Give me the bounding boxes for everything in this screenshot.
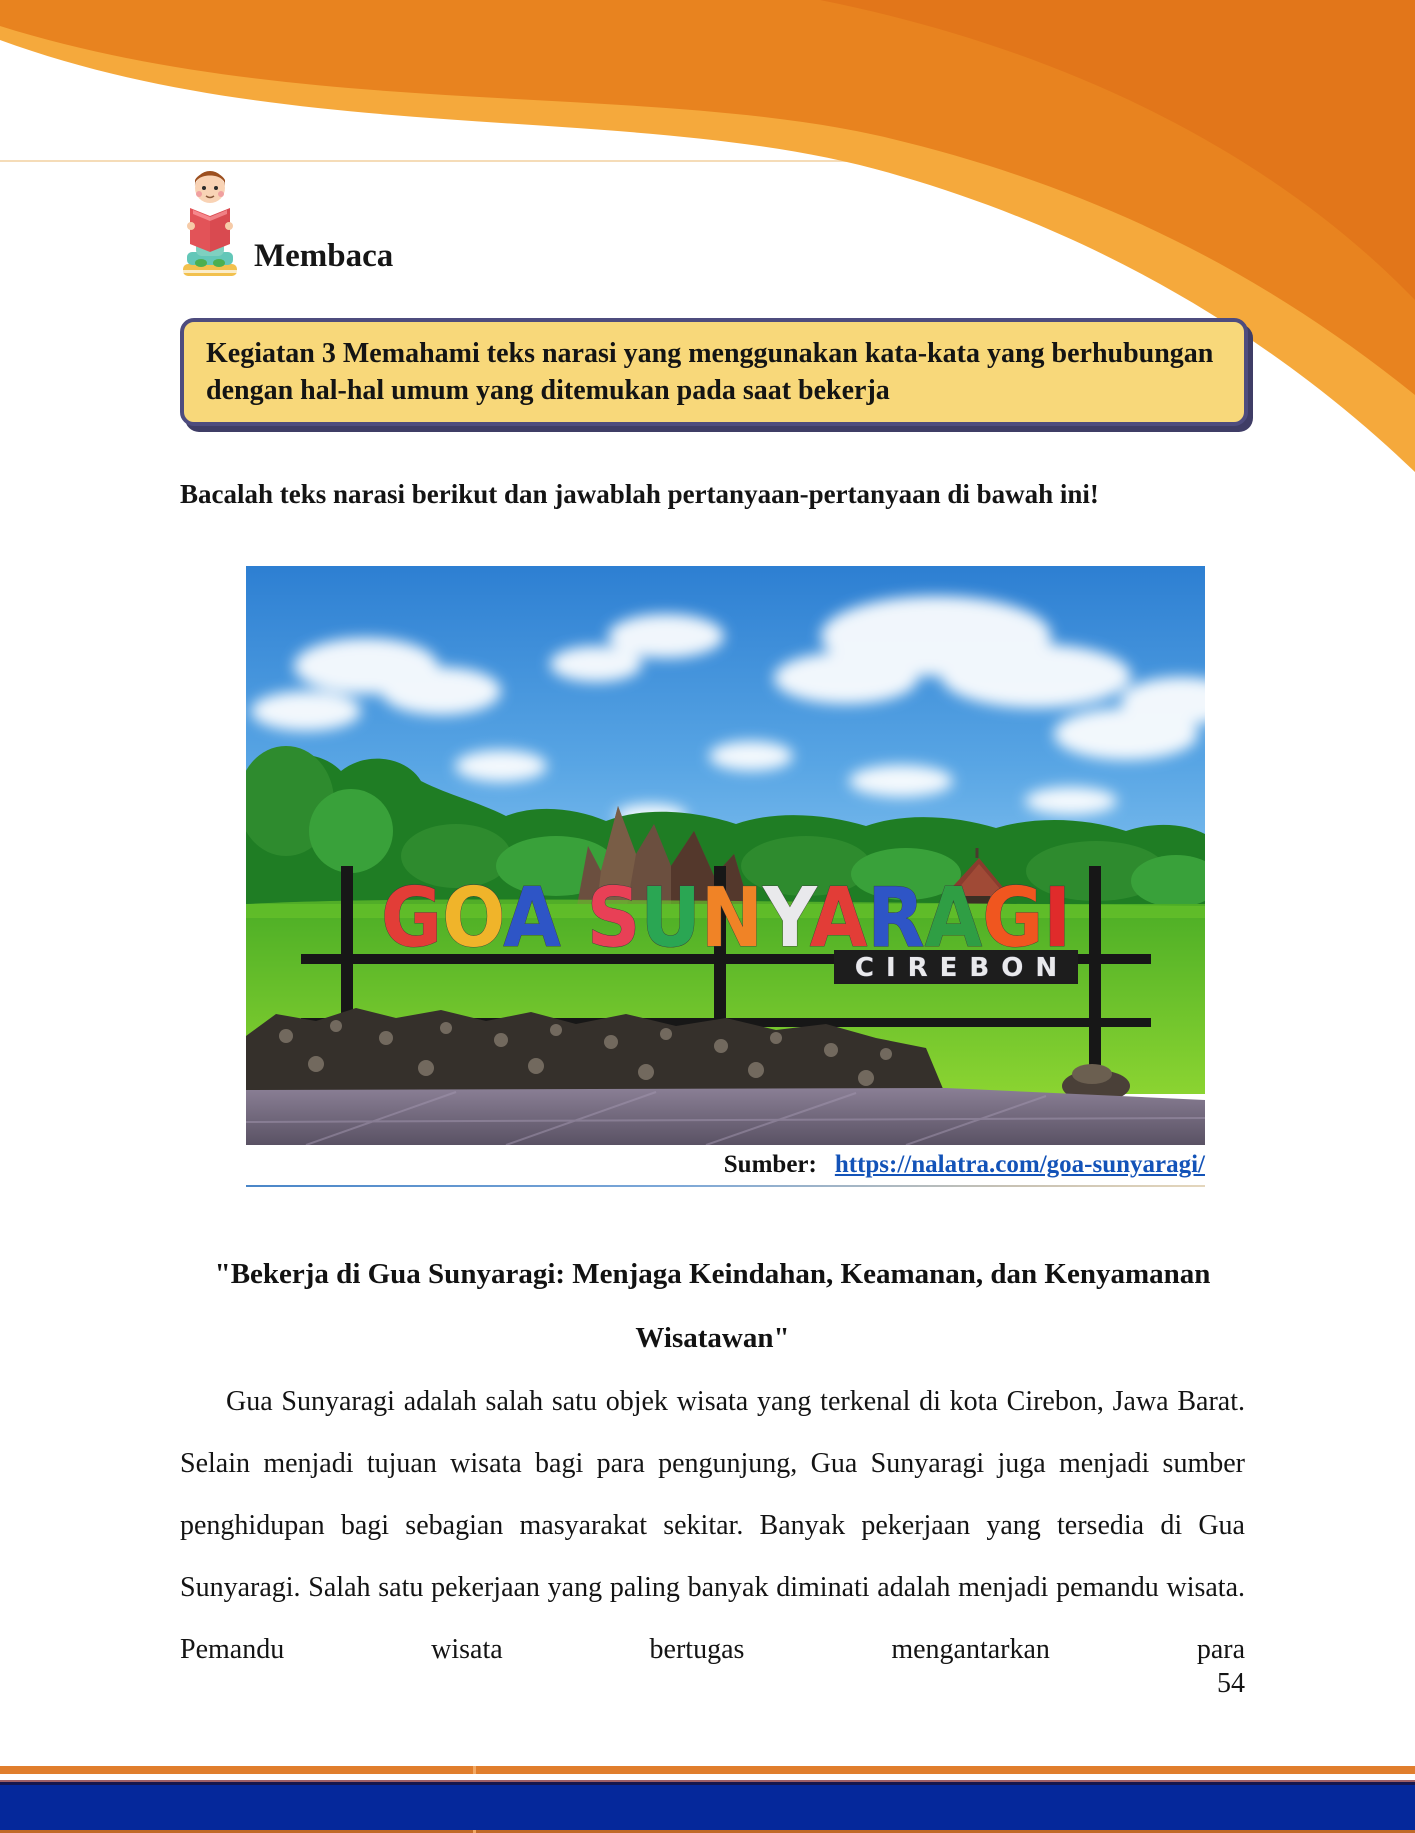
instruction-text: Bacalah teks narasi berikut dan jawablah pertanyaan-pertanyaan di bawah ini! — [180, 479, 1099, 509]
activity-box-text: Kegiatan 3 Memahami teks narasi yang menggunakan kata-kata yang berhubungan dengan hal-hal umum yang ditemukan pada saat bekerja — [206, 338, 1214, 406]
goa-sunyaragi-photo — [246, 566, 1205, 1145]
footer-bar-divider — [473, 1766, 476, 1774]
narrative-title-line2: Wisatawan" — [635, 1322, 790, 1354]
sign-subtitle-cirebon: CIREBON — [854, 953, 1070, 983]
narrative-paragraph: Gua Sunyaragi adalah salah satu objek wisata yang terkenal di kota Cirebon, Jawa Barat. Selain menjadi tujuan wisata bagi para pengunjung, Gua Sunyaragi juga menjadi sumber penghidupan bagi sebagian masyarakat sekitar. Banyak pekerjaan yang tersedia di Gua Sunyaragi. Salah satu pekerjaan yang paling banyak diminati adalah menjadi pemandu wisata. Pemandu wisata bertugas mengantarkan para — [180, 1386, 1245, 1665]
section-header — [178, 164, 578, 282]
narrative-title-line1: "Bekerja di Gua Sunyaragi: Menjaga Keindahan, Keamanan, dan Kenyamanan — [214, 1258, 1211, 1290]
reading-boy-icon — [178, 164, 242, 280]
photo-scene — [246, 566, 1205, 1145]
activity-box — [180, 318, 1248, 426]
page-number: 54 — [1217, 1668, 1245, 1699]
pavement — [246, 1088, 1205, 1145]
source-link[interactable]: https://nalatra.com/goa-sunyaragi/ — [834, 1151, 1205, 1178]
narrative-title — [180, 1242, 1245, 1370]
photo-artifact-strip — [246, 1185, 1205, 1187]
caption-label: Sumber: — [723, 1151, 817, 1178]
sign-text-goa-sunyaragi: GOA SUNYARAGI — [381, 871, 1074, 966]
section-title: Membaca — [254, 238, 394, 274]
photo-caption — [246, 1151, 1205, 1179]
footer-blue-bar — [0, 1785, 1415, 1830]
footer-orange-bar — [0, 1766, 1415, 1774]
